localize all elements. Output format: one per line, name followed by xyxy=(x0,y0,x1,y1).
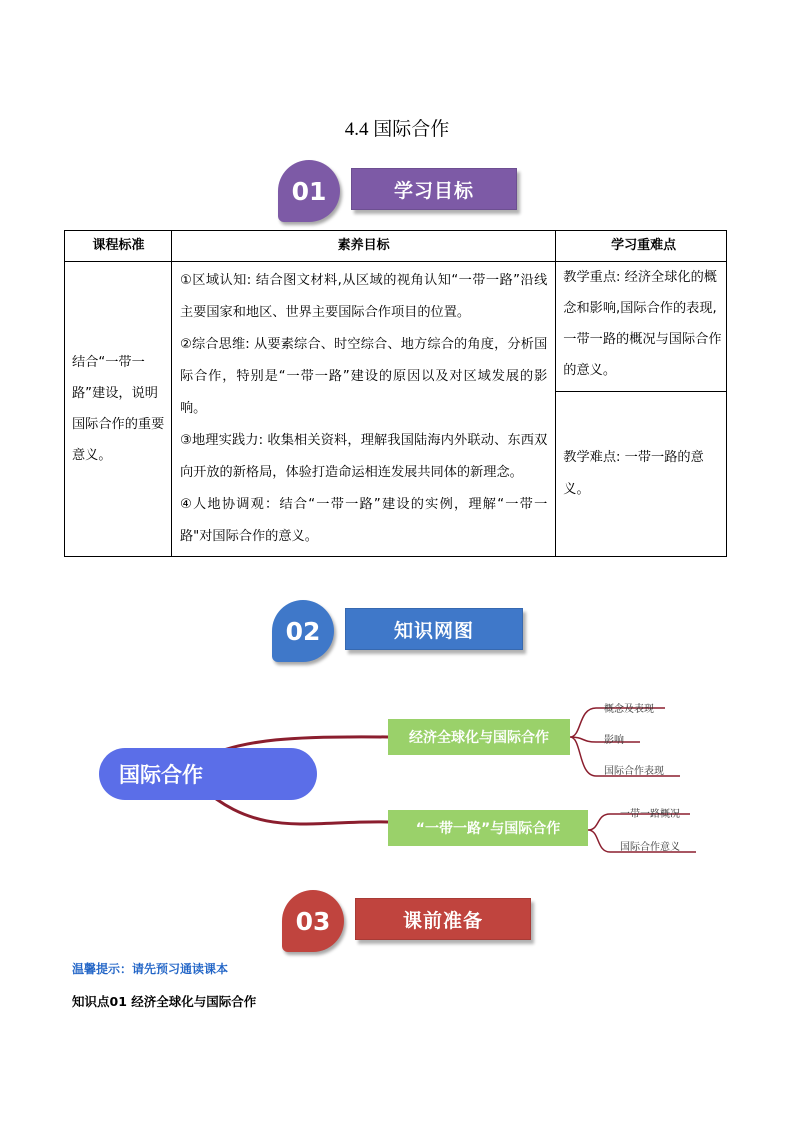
course-standard-cell: 结合“一带一路”建设，说明国际合作的重要意义。 xyxy=(65,262,172,557)
header-key-points: 学习重难点 xyxy=(556,231,727,262)
key-point-cell: 教学重点: 经济全球化的概念和影响,国际合作的表现,一带一路的概况与国际合作的意义。 xyxy=(556,262,727,392)
mind-map-leaf: 概念及表现 xyxy=(604,704,654,715)
learning-goals-table xyxy=(64,230,727,557)
literacy-item: ①区域认知: 结合图文材料,从区域的视角认知“一带一路”沿线主要国家和地区、世界主要国际合作项目的位置。 xyxy=(179,273,548,320)
mind-map-leaf: 影响 xyxy=(604,735,624,746)
section-01-badge: 01 xyxy=(278,160,340,222)
header-standard: 课程标准 xyxy=(65,231,172,262)
reading-hint: 温馨提示：请先预习通读课本 xyxy=(72,962,229,976)
literacy-item: ④人地协调观：结合“一带一路”建设的实例，理解“一带一路"对国际合作的意义。 xyxy=(179,497,548,544)
literacy-item: ③地理实践力: 收集相关资料，理解我国陆海内外联动、东西双向开放的新格局，体验打造命运相连发展共同体的新理念。 xyxy=(179,433,548,480)
mind-map-leaf: 一带一路概况 xyxy=(620,809,680,820)
section-03-label: 课前准备 xyxy=(355,898,531,940)
page-title: 4.4 国际合作 xyxy=(344,119,450,140)
section-03-badge: 03 xyxy=(282,890,344,952)
literacy-item: ②综合思维: 从要素综合、时空综合、地方综合的角度，分析国际合作，特别是“一带一路”建设的原因以及对区域发展的影响。 xyxy=(179,337,548,416)
difficult-point-cell: 教学难点: 一带一路的意义。 xyxy=(556,391,727,556)
mind-map-branch-globalization: 经济全球化与国际合作 xyxy=(388,719,570,755)
mind-map-leaf: 国际合作意义 xyxy=(620,842,680,853)
knowledge-point-heading: 知识点01 经济全球化与国际合作 xyxy=(72,994,257,1009)
section-02-badge: 02 xyxy=(272,600,334,662)
mind-map-branch-belt-road: “一带一路”与国际合作 xyxy=(388,810,588,846)
mind-map-root: 国际合作 xyxy=(99,748,317,800)
section-01-label: 学习目标 xyxy=(351,168,517,210)
section-02-label: 知识网图 xyxy=(345,608,523,650)
table-header-row xyxy=(65,231,727,262)
literacy-goals-cell xyxy=(171,262,555,557)
table-row xyxy=(65,262,727,392)
mind-map-leaf: 国际合作表现 xyxy=(604,766,664,777)
header-literacy: 素养目标 xyxy=(171,231,555,262)
